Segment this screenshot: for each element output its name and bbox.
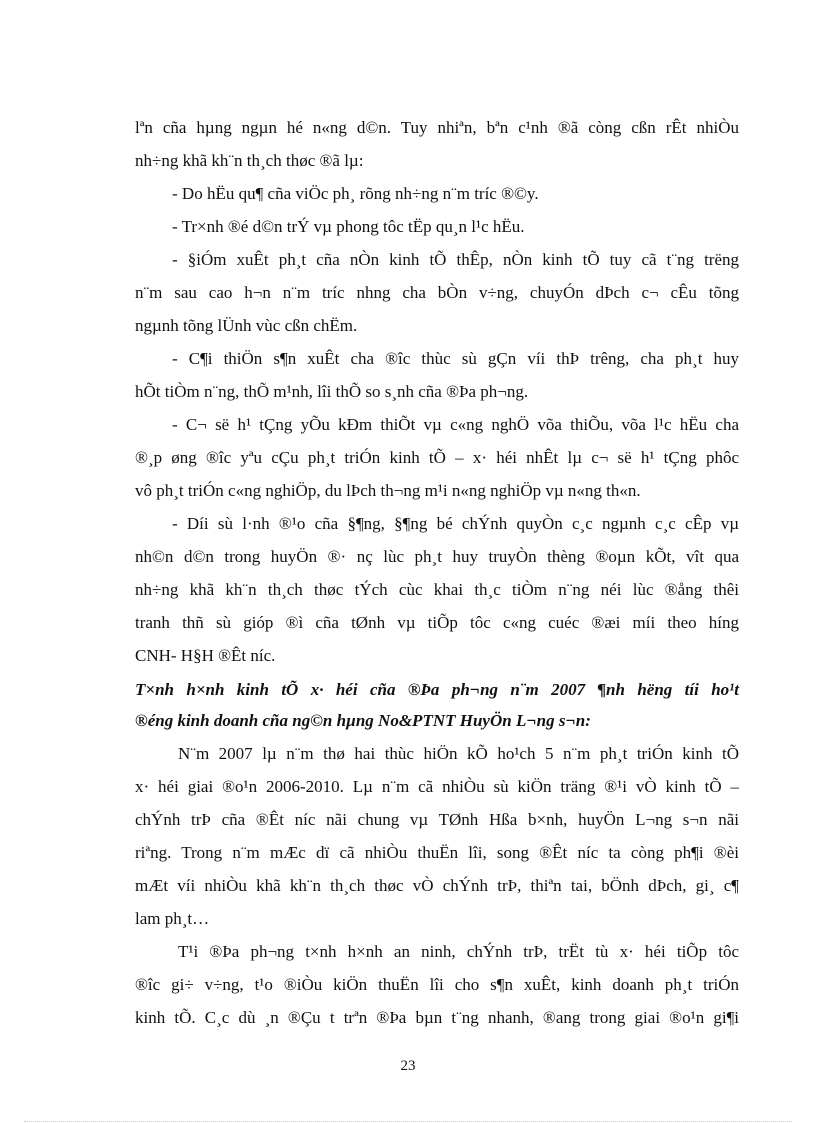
list-item: - C¬ së h¹ tÇng yÕu kÐm thiÕt vµ c«ng nghÖ võa thiÕu, võa l¹c hËu cha — [172, 415, 739, 434]
body-line: tranh thñ sù gióp ®ì cña tØnh vµ tiÕp tôc c«ng cuéc ®æi míi theo híng — [135, 613, 739, 632]
body-line: lªn cña hµng ngµn hé n«ng d©n. Tuy nhiªn, bªn c¹nh ®ã còng cßn rÊt nhiÒu — [135, 118, 739, 137]
body-line: ®¸p øng ®îc yªu cÇu ph¸t triÓn kinh tÕ – x· héi nhÊt lµ c¬ së h¹ tÇng phôc — [135, 448, 739, 467]
body-line: x· héi giai ®o¹n 2006-2010. Lµ n¨m cã nhiÒu sù kiÖn träng ®¹i vÒ kinh tÕ – — [135, 777, 739, 796]
body-line: n¨m sau cao h¬n n¨m tríc nhng cha bÒn v÷ng, chuyÓn dÞch c¬ cÊu tõng — [135, 283, 739, 302]
list-item: - C¶i thiÖn s¶n xuÊt cha ®îc thùc sù gÇn víi thÞ trêng, cha ph¸t huy — [172, 349, 739, 368]
body-line: N¨m 2007 lµ n¨m thø hai thùc hiÖn kÕ ho¹ch 5 n¨m ph¸t triÓn kinh tÕ — [178, 744, 739, 763]
body-line: vô ph¸t triÓn c«ng nghiÖp, du lÞch th¬ng m¹i n«ng nghiÖp vµ n«ng th«n. — [135, 481, 641, 500]
body-line: T¹i ®Þa ph¬ng t×nh h×nh an ninh, chÝnh trÞ, trËt tù x· héi tiÕp tôc — [178, 942, 739, 961]
body-line: nh÷ng khã kh¨n th¸ch thøc ®ã lµ: — [135, 151, 364, 170]
body-line: lam ph¸t… — [135, 909, 210, 928]
body-line: hÕt tiÒm n¨ng, thÕ m¹nh, lîi thÕ so s¸nh cña ®Þa ph¬ng. — [135, 382, 529, 401]
list-item: - Díi sù l·nh ®¹o cña §¶ng, §¶ng bé chÝnh quyÒn c¸c ngµnh c¸c cÊp vµ — [172, 514, 739, 533]
body-line: mÆt víi nhiÒu khã kh¨n th¸ch thøc vÒ chÝnh trÞ, thiªn tai, bÖnh dÞch, gi¸ c¶ — [135, 876, 739, 895]
list-item: - Do hËu qu¶ cña viÖc ph¸ rõng nh÷ng n¨m tríc ®©y. — [172, 184, 539, 203]
section-heading: T×nh h×nh kinh tÕ x· héi cña ®Þa ph¬ng n¨m 2007 ¶nh hëng tíi ho¹t — [135, 680, 739, 699]
list-item: - §iÓm xuÊt ph¸t cña nÒn kinh tÕ thÊp, nÒn kinh tÕ tuy cã t¨ng trëng — [172, 250, 739, 269]
page-bottom-divider — [24, 1121, 792, 1122]
body-line: riªng. Trong n¨m mÆc dï cã nhiÒu thuËn lîi, song ®Êt níc ta còng ph¶i ®èi — [135, 843, 739, 862]
body-line: chÝnh trÞ cña ®Êt níc nãi chung vµ TØnh Hßa b×nh, huyÖn L¬ng s¬n nãi — [135, 810, 739, 829]
list-item: - Tr×nh ®é d©n trÝ vµ phong tôc tËp qu¸n l¹c hËu. — [172, 217, 525, 236]
page-number: 23 — [400, 1058, 416, 1074]
body-line: nh©n d©n trong huyÖn ®· nç lùc ph¸t huy truyÒn thèng ®oµn kÕt, vît qua — [135, 547, 739, 566]
body-line: CNH- H§H ®Êt níc. — [135, 646, 276, 665]
body-line: nh÷ng khã kh¨n th¸ch thøc tÝch cùc khai th¸c tiÒm n¨ng néi lùc ®ång thêi — [135, 580, 739, 599]
body-line: kinh tÕ. C¸c dù ¸n ®Çu t trªn ®Þa bµn t¨ng nhanh, ®ang trong giai ®o¹n gi¶i — [135, 1008, 739, 1027]
body-line: ngµnh tõng lÜnh vùc cßn chËm. — [135, 316, 358, 335]
section-heading: ®éng kinh doanh cña ng©n hµng No&PTNT HuyÖn L¬ng s¬n: — [135, 711, 591, 730]
body-line: ®îc gi÷ v÷ng, t¹o ®iÒu kiÖn thuËn lîi cho s¶n xuÊt, kinh doanh ph¸t triÓn — [135, 975, 739, 994]
